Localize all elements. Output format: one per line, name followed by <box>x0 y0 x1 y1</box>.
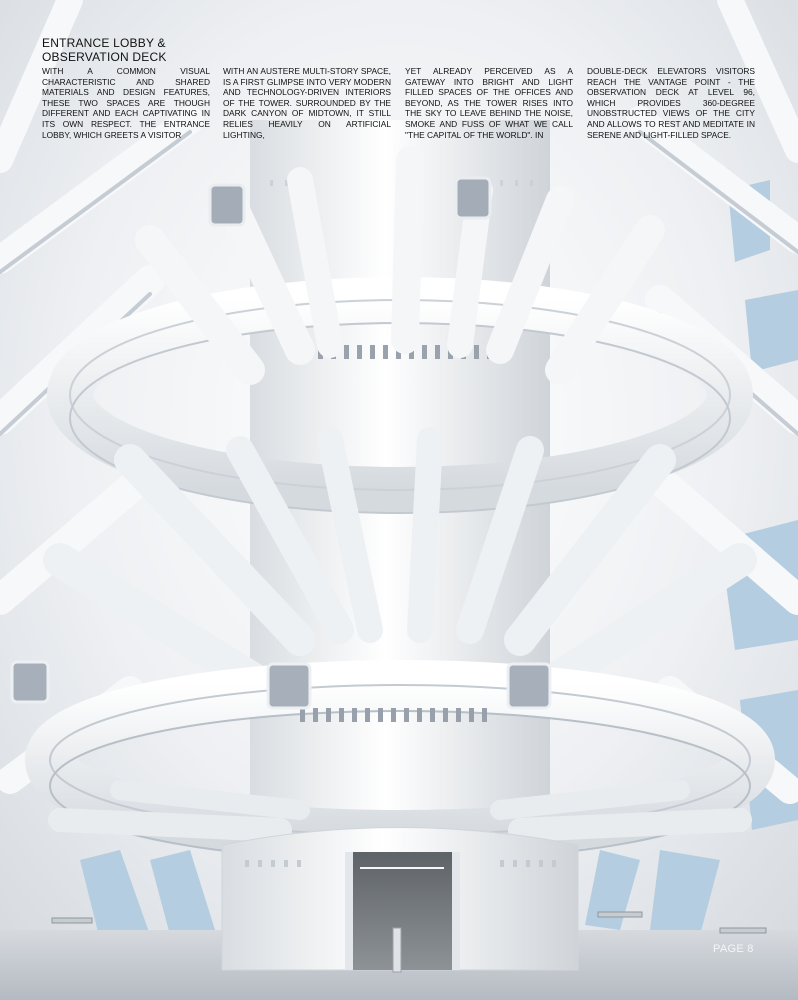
article-column-4: DOUBLE-DECK ELEVATORS VISITORS REACH THE VANTAGE POINT - THE OBSERVATION DECK AT LEVEL 96, WHICH PROVIDES 360-DEGREE UNOBSTRUCTED VIEWS OF THE CITY AND ALLOWS TO REST AND MEDITATE IN SERENE AND LIGHT-FILLED SPACE. <box>587 66 755 140</box>
article-column-1: WITH A COMMON VISUAL CHARACTERISTIC AND SHARED MATERIALS AND DESIGN FEATURES, THESE TWO SPACES ARE THOUGH DIFFERENT AND EACH CAPTIVATING IN ITS OWN RESPECT. THE ENTRANCE LOBBY, WHICH GREETS A VISITOR <box>42 66 210 140</box>
elevator-core-base <box>222 828 578 973</box>
article-column-2: WITH AN AUSTERE MULTI-STORY SPACE, IS A FIRST GLIMPSE INTO VERY MODERN AND TECHNOLOGY-DRIVEN INTERIORS OF THE TOWER. SURROUNDED BY THE DARK CANYON OF MIDTOWN, IT STILL RELIES HEAVILY ON ARTIFICIAL LIGHTING, <box>223 66 391 140</box>
article-column-3: YET ALREADY PERCEIVED AS A GATEWAY INTO BRIGHT AND LIGHT FILLED SPACES OF THE OFFICES AND BEYOND, AS THE TOWER RISES INTO THE SKY TO LEAVE BEHIND THE NOISE, SMOKE AND FUSS OF WHAT WE CALL "THE CAPITAL OF THE WORLD". IN <box>405 66 573 140</box>
page-number: PAGE 8 <box>713 943 754 955</box>
article-title: ENTRANCE LOBBY & OBSERVATION DECK <box>42 36 167 64</box>
